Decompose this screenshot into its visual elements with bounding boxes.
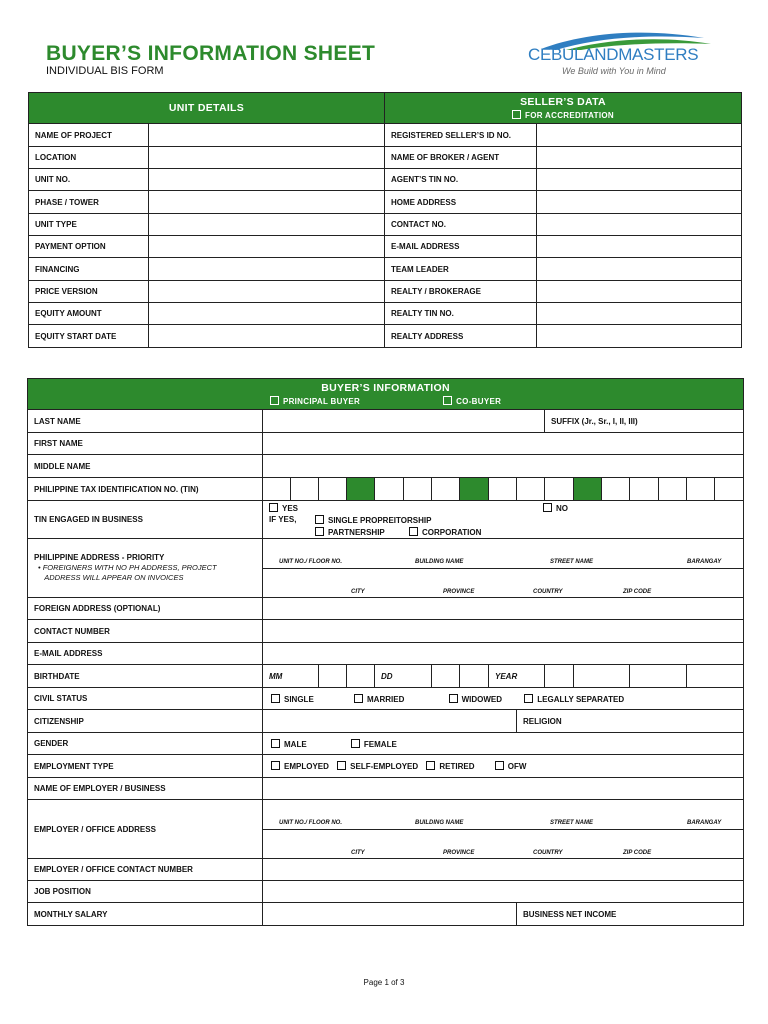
seller-input[interactable] bbox=[537, 147, 742, 169]
buyer-info-table bbox=[27, 378, 744, 926]
corporation-option[interactable]: CORPORATION bbox=[409, 527, 481, 537]
tin-digit-box[interactable] bbox=[630, 478, 659, 501]
seller-input[interactable] bbox=[537, 281, 742, 303]
gender-label: GENDER bbox=[28, 733, 263, 755]
employer-address-label: EMPLOYER / OFFICE ADDRESS bbox=[28, 800, 263, 859]
checkbox-icon[interactable] bbox=[426, 761, 435, 770]
unit-label: PHASE / TOWER bbox=[29, 191, 149, 214]
birth-mm-label: MM bbox=[263, 665, 319, 688]
first-name-input[interactable] bbox=[263, 433, 744, 455]
checkbox-icon[interactable] bbox=[269, 503, 278, 512]
tin-digit-box[interactable] bbox=[432, 478, 460, 501]
first-name-label: FIRST NAME bbox=[28, 433, 263, 455]
seller-label: CONTACT NO. bbox=[385, 214, 537, 236]
ph-address-label-cell bbox=[28, 539, 263, 598]
checkbox-icon[interactable] bbox=[351, 739, 360, 748]
ofw-option[interactable]: OFW bbox=[495, 762, 527, 771]
if-yes-label: IF YES, bbox=[269, 515, 297, 524]
tin-digit-box[interactable] bbox=[602, 478, 630, 501]
addr-unit-label: UNIT NO./ FLOOR NO. bbox=[279, 559, 342, 565]
checkbox-icon[interactable] bbox=[543, 503, 552, 512]
employer-name-label: NAME OF EMPLOYER / BUSINESS bbox=[28, 778, 263, 800]
employed-option[interactable]: EMPLOYED bbox=[271, 762, 329, 771]
checkbox-icon[interactable] bbox=[337, 761, 346, 770]
sellers-data-header bbox=[385, 93, 742, 124]
email-label: E-MAIL ADDRESS bbox=[28, 643, 263, 665]
foreign-address-label: FOREIGN ADDRESS (OPTIONAL) bbox=[28, 598, 263, 620]
birth-dd-label: DD bbox=[375, 665, 432, 688]
addr-province-label: PROVINCE bbox=[443, 850, 475, 856]
addr-city-label: CITY bbox=[351, 589, 365, 595]
unit-seller-table bbox=[28, 92, 742, 348]
addr-unit-label: UNIT NO./ FLOOR NO. bbox=[279, 820, 342, 826]
civil-status-label: CIVIL STATUS bbox=[28, 688, 263, 710]
employer-contact-label: EMPLOYER / OFFICE CONTACT NUMBER bbox=[28, 859, 263, 881]
logo-cebu-text: CEBU bbox=[528, 45, 575, 64]
addr-building-label: BUILDING NAME bbox=[415, 820, 464, 826]
unit-input[interactable] bbox=[149, 325, 385, 348]
seller-label: E-MAIL ADDRESS bbox=[385, 236, 537, 258]
religion-label: RELIGION bbox=[523, 716, 562, 726]
unit-input[interactable] bbox=[149, 236, 385, 258]
gender-options bbox=[263, 733, 744, 755]
business-net-income-label: BUSINESS NET INCOME bbox=[523, 909, 617, 919]
form-subtitle: INDIVIDUAL BIS FORM bbox=[46, 65, 164, 77]
single-option[interactable]: SINGLE bbox=[271, 695, 314, 704]
monthly-salary-input[interactable] bbox=[263, 903, 517, 926]
contact-number-input[interactable] bbox=[263, 620, 744, 643]
checkbox-icon[interactable] bbox=[443, 396, 452, 405]
form-title: BUYER’S INFORMATION SHEET bbox=[46, 42, 376, 65]
married-option[interactable]: MARRIED bbox=[354, 695, 404, 704]
employment-type-label: EMPLOYMENT TYPE bbox=[28, 755, 263, 778]
unit-label: UNIT TYPE bbox=[29, 214, 149, 236]
addr-zip-label: ZIP CODE bbox=[623, 850, 652, 856]
seller-input[interactable] bbox=[537, 258, 742, 281]
tin-label: PHILIPPINE TAX IDENTIFICATION NO. (TIN) bbox=[28, 478, 263, 501]
checkbox-icon[interactable] bbox=[524, 694, 533, 703]
single-proprietorship-option[interactable]: SINGLE PROPREITORSHIP bbox=[315, 515, 431, 525]
job-position-input[interactable] bbox=[263, 881, 744, 903]
checkbox-icon[interactable] bbox=[315, 527, 324, 536]
checkbox-icon[interactable] bbox=[354, 694, 363, 703]
yes-option[interactable]: YES bbox=[269, 503, 298, 513]
civil-status-options bbox=[263, 688, 744, 710]
addr-city-label: CITY bbox=[351, 850, 365, 856]
seller-label: REGISTERED SELLER’S ID NO. bbox=[385, 124, 537, 147]
addr-province-label: PROVINCE bbox=[443, 589, 475, 595]
unit-input[interactable] bbox=[149, 281, 385, 303]
checkbox-icon[interactable] bbox=[271, 761, 280, 770]
tin-digit-box[interactable] bbox=[263, 478, 291, 501]
addr-zip-label: ZIP CODE bbox=[623, 589, 652, 595]
seller-label: REALTY ADDRESS bbox=[385, 325, 537, 348]
seller-input[interactable] bbox=[537, 325, 742, 348]
unit-input[interactable] bbox=[149, 124, 385, 147]
seller-label: TEAM LEADER bbox=[385, 258, 537, 281]
tin-digit-box[interactable] bbox=[375, 478, 404, 501]
middle-name-label: MIDDLE NAME bbox=[28, 455, 263, 478]
monthly-salary-label: MONTHLY SALARY bbox=[28, 903, 263, 926]
addr-building-label: BUILDING NAME bbox=[415, 559, 464, 565]
birth-year-box[interactable] bbox=[687, 665, 744, 688]
tin-digit-box[interactable] bbox=[659, 478, 687, 501]
for-accreditation-option[interactable]: FOR ACCREDITATION bbox=[391, 110, 735, 120]
seller-label: NAME OF BROKER / AGENT bbox=[385, 147, 537, 169]
tin-separator bbox=[347, 478, 375, 501]
male-option[interactable]: MALE bbox=[271, 740, 307, 749]
checkbox-icon[interactable] bbox=[315, 515, 324, 524]
checkbox-icon[interactable] bbox=[512, 110, 521, 119]
seller-input[interactable] bbox=[537, 191, 742, 214]
checkbox-icon[interactable] bbox=[409, 527, 418, 536]
tin-business-options bbox=[263, 501, 744, 539]
business-net-income-field[interactable] bbox=[517, 903, 744, 926]
tin-digit-box[interactable] bbox=[517, 478, 545, 501]
no-option[interactable]: NO bbox=[543, 503, 568, 513]
co-buyer-option[interactable]: CO-BUYER bbox=[443, 397, 501, 406]
seller-input[interactable] bbox=[537, 169, 742, 191]
birthdate-label: BIRTHDATE bbox=[28, 665, 263, 688]
tin-digit-box[interactable] bbox=[545, 478, 574, 501]
seller-label: AGENT’S TIN NO. bbox=[385, 169, 537, 191]
citizenship-input[interactable] bbox=[263, 710, 517, 733]
unit-label: PRICE VERSION bbox=[29, 281, 149, 303]
birth-year-box[interactable] bbox=[545, 665, 574, 688]
widowed-option[interactable]: WIDOWED bbox=[449, 695, 502, 704]
checkbox-icon[interactable] bbox=[495, 761, 504, 770]
tin-digit-box[interactable] bbox=[715, 478, 744, 501]
citizenship-label: CITIZENSHIP bbox=[28, 710, 263, 733]
logo-tagline: We Build with You in Mind bbox=[562, 66, 666, 76]
unit-label: LOCATION bbox=[29, 147, 149, 169]
ph-address-label: PHILIPPINE ADDRESS - PRIORITY bbox=[34, 553, 165, 562]
unit-input[interactable] bbox=[149, 214, 385, 236]
addr-country-label: COUNTRY bbox=[533, 589, 563, 595]
female-option[interactable]: FEMALE bbox=[351, 740, 397, 749]
tin-digit-box[interactable] bbox=[489, 478, 517, 501]
seller-input[interactable] bbox=[537, 303, 742, 325]
contact-number-label: CONTACT NUMBER bbox=[28, 620, 263, 643]
seller-input[interactable] bbox=[537, 236, 742, 258]
tin-digit-box[interactable] bbox=[404, 478, 432, 501]
birth-year-box[interactable] bbox=[630, 665, 687, 688]
unit-input[interactable] bbox=[149, 169, 385, 191]
logo-wordmark bbox=[528, 45, 698, 65]
unit-label: NAME OF PROJECT bbox=[29, 124, 149, 147]
unit-details-header: UNIT DETAILS bbox=[29, 93, 385, 124]
page-number: Page 1 of 3 bbox=[363, 978, 405, 987]
company-logo bbox=[526, 28, 716, 80]
ph-address-note: • FOREIGNERS WITH NO PH ADDRESS, PROJECT ADDRESS WILL APPEAR ON INVOICES bbox=[38, 563, 217, 582]
checkbox-icon[interactable] bbox=[271, 694, 280, 703]
tin-separator bbox=[460, 478, 489, 501]
employment-type-options bbox=[263, 755, 744, 778]
seller-label: HOME ADDRESS bbox=[385, 191, 537, 214]
birth-mm-box[interactable] bbox=[319, 665, 347, 688]
addr-street-label: STREET NAME bbox=[550, 820, 594, 826]
unit-label: UNIT NO. bbox=[29, 169, 149, 191]
tin-digit-box[interactable] bbox=[687, 478, 715, 501]
employer-contact-input[interactable] bbox=[263, 859, 744, 881]
principal-buyer-option[interactable]: PRINCIPAL BUYER bbox=[270, 397, 360, 406]
employer-address-input[interactable] bbox=[263, 800, 744, 859]
unit-input[interactable] bbox=[149, 303, 385, 325]
seller-label: REALTY TIN NO. bbox=[385, 303, 537, 325]
foreign-address-input[interactable] bbox=[263, 598, 744, 620]
email-input[interactable] bbox=[263, 643, 744, 665]
last-name-label: LAST NAME bbox=[28, 410, 263, 433]
unit-label: PAYMENT OPTION bbox=[29, 236, 149, 258]
legally-separated-option[interactable]: LEGALLY SEPARATED bbox=[524, 695, 624, 704]
unit-label: EQUITY AMOUNT bbox=[29, 303, 149, 325]
middle-name-input[interactable] bbox=[263, 455, 744, 478]
suffix-label: SUFFIX (Jr., Sr., I, II, III) bbox=[551, 416, 638, 426]
last-name-input[interactable] bbox=[263, 410, 545, 433]
partnership-option[interactable]: PARTNERSHIP bbox=[315, 527, 385, 537]
religion-field[interactable] bbox=[517, 710, 744, 733]
birth-dd-box[interactable] bbox=[432, 665, 460, 688]
unit-input[interactable] bbox=[149, 147, 385, 169]
retired-option[interactable]: RETIRED bbox=[426, 762, 474, 771]
tin-business-label: TIN ENGAGED IN BUSINESS bbox=[28, 501, 263, 539]
sellers-data-heading: SELLER’S DATA bbox=[520, 96, 606, 108]
employer-name-input[interactable] bbox=[263, 778, 744, 800]
unit-label: FINANCING bbox=[29, 258, 149, 281]
tin-digit-box[interactable] bbox=[319, 478, 347, 501]
buyer-info-heading: BUYER’S INFORMATION bbox=[321, 382, 450, 394]
birth-year-label: YEAR bbox=[489, 665, 545, 688]
birth-year-box[interactable] bbox=[574, 665, 630, 688]
self-employed-option[interactable]: SELF-EMPLOYED bbox=[337, 762, 418, 771]
addr-barangay-label: BARANGAY bbox=[687, 559, 722, 565]
seller-input[interactable] bbox=[537, 124, 742, 147]
seller-input[interactable] bbox=[537, 214, 742, 236]
tin-separator bbox=[574, 478, 602, 501]
tin-digit-box[interactable] bbox=[291, 478, 319, 501]
logo-land-text: LANDMASTERS bbox=[574, 45, 699, 64]
addr-street-label: STREET NAME bbox=[550, 559, 594, 565]
seller-label: REALTY / BROKERAGE bbox=[385, 281, 537, 303]
buyer-info-header bbox=[28, 379, 744, 410]
addr-barangay-label: BARANGAY bbox=[687, 820, 722, 826]
job-position-label: JOB POSITION bbox=[28, 881, 263, 903]
unit-input[interactable] bbox=[149, 191, 385, 214]
checkbox-icon[interactable] bbox=[449, 694, 458, 703]
checkbox-icon[interactable] bbox=[270, 396, 279, 405]
addr-country-label: COUNTRY bbox=[533, 850, 563, 856]
birth-dd-box[interactable] bbox=[460, 665, 489, 688]
birth-mm-box[interactable] bbox=[347, 665, 375, 688]
unit-input[interactable] bbox=[149, 258, 385, 281]
ph-address-input[interactable] bbox=[263, 539, 744, 598]
checkbox-icon[interactable] bbox=[271, 739, 280, 748]
suffix-field[interactable] bbox=[545, 410, 744, 433]
unit-label: EQUITY START DATE bbox=[29, 325, 149, 348]
